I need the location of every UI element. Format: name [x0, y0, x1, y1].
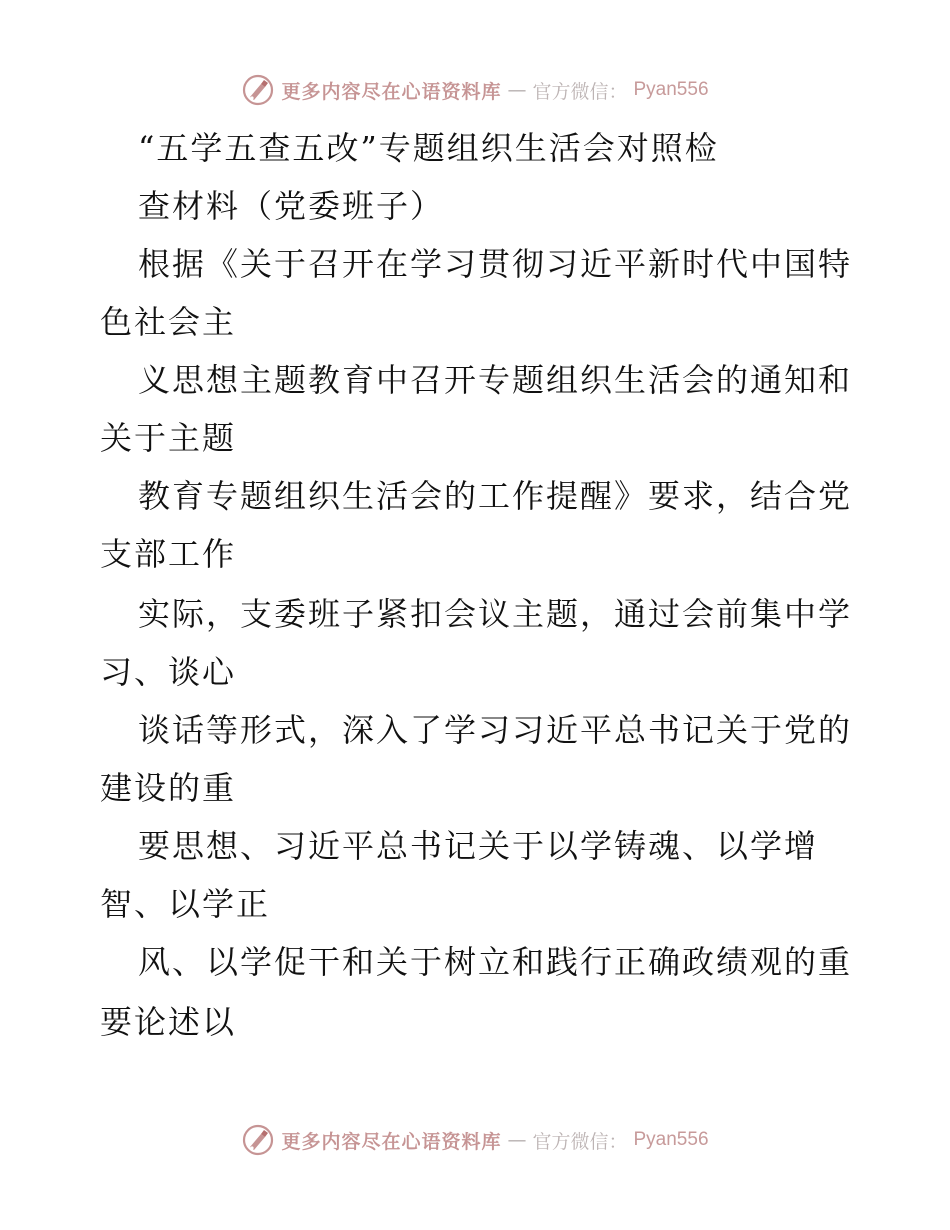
paragraph-line: 谈话等形式，深入了学习习近平总书记关于党的	[138, 711, 853, 749]
watermark-wechat-id: Pyan556	[633, 1129, 709, 1150]
paragraph-line: 关于主题	[100, 419, 237, 457]
paragraph-line: 义思想主题教育中召开专题组织生活会的通知和	[138, 361, 853, 399]
paragraph-line: 风、以学促干和关于树立和践行正确政绩观的重	[138, 943, 853, 981]
paragraph-line: 实际，支委班子紧扣会议主题，通过会前集中学	[138, 595, 853, 633]
footer-watermark	[0, 1120, 950, 1160]
watermark-separator: —	[507, 79, 527, 101]
watermark-wechat-id: Pyan556	[633, 79, 709, 100]
watermark-separator: —	[507, 1129, 527, 1151]
document-title-line-2: 查材料（党委班子）	[138, 187, 445, 225]
watermark-wechat-label: 官方微信：	[532, 1130, 628, 1153]
watermark-wechat-label: 官方微信：	[532, 80, 628, 103]
watermark-site-name: 更多内容尽在心语资料库	[281, 1130, 502, 1153]
watermark-site-name: 更多内容尽在心语资料库	[281, 80, 502, 103]
paragraph-line: 习、谈心	[100, 653, 237, 691]
paragraph-line: 建设的重	[100, 769, 237, 807]
paragraph-line: 根据《关于召开在学习贯彻习近平新时代中国特	[138, 245, 853, 283]
paragraph-line: 要思想、习近平总书记关于以学铸魂、以学增	[138, 827, 819, 865]
paragraph-line: 支部工作	[100, 535, 237, 573]
paragraph-line: 色社会主	[100, 303, 237, 341]
paragraph-line: 要论述以	[100, 1003, 237, 1041]
paragraph-line: 智、以学正	[100, 885, 271, 923]
pen-nib-icon	[241, 1123, 275, 1157]
document-title-line-1: “五学五查五改”专题组织生活会对照检	[138, 129, 719, 167]
paragraph-line: 教育专题组织生活会的工作提醒》要求，结合党	[138, 477, 853, 515]
